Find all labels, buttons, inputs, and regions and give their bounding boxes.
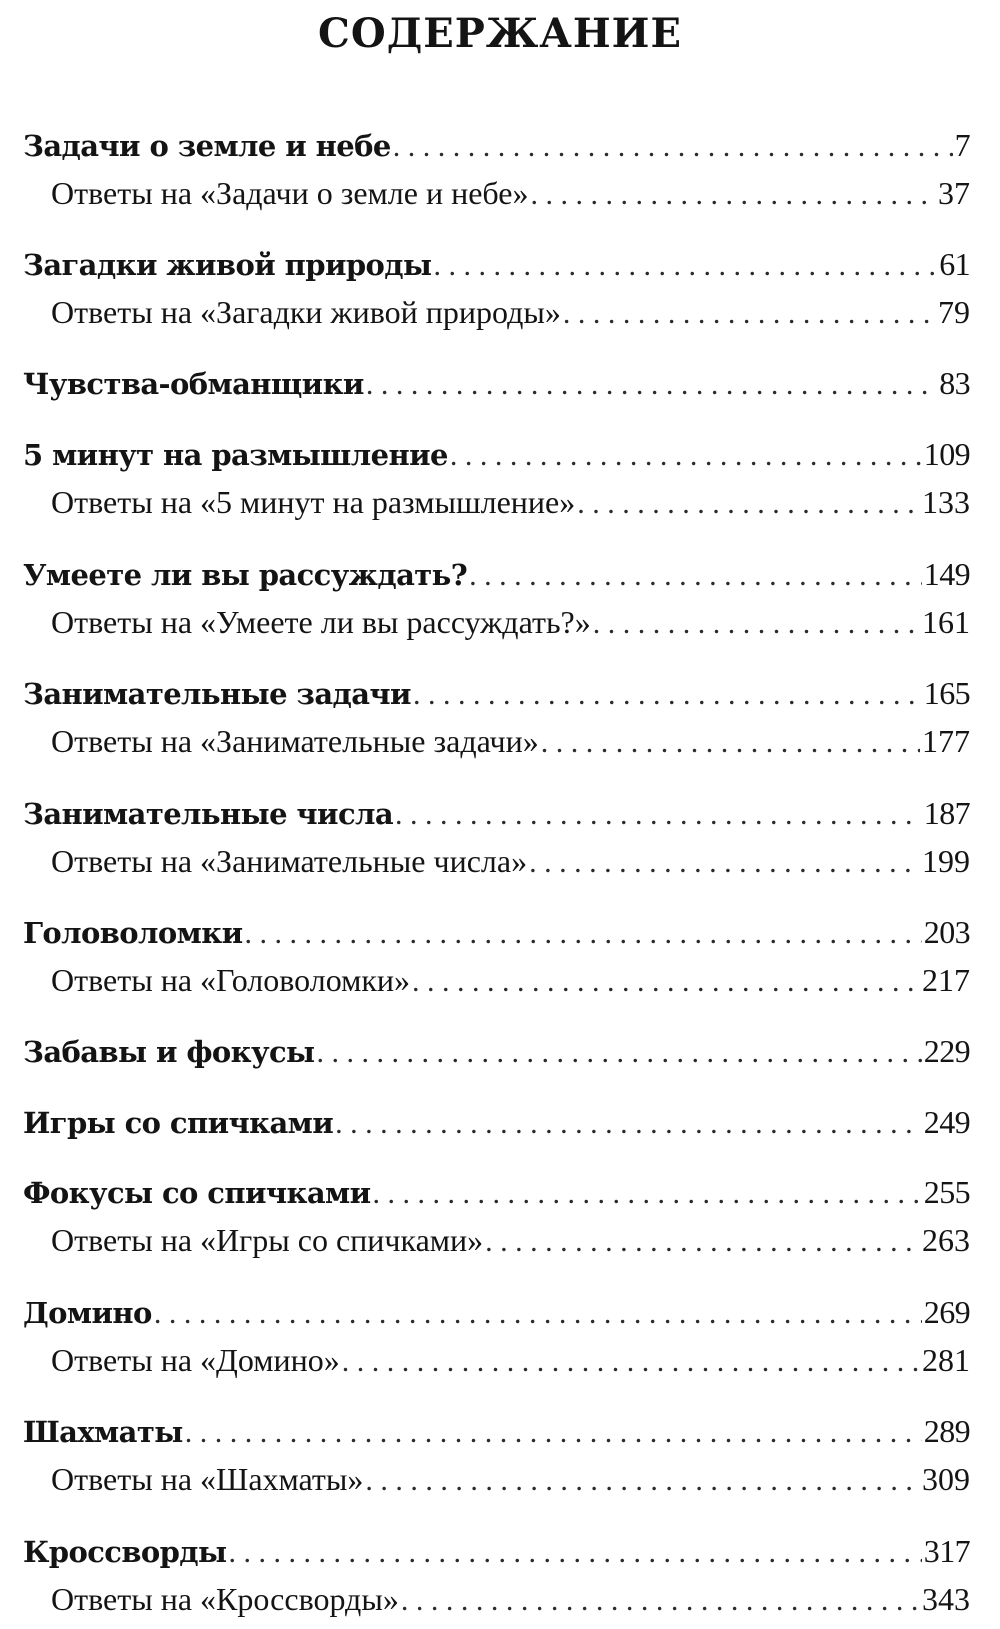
toc-entry-title: Кроссворды [23, 1535, 227, 1569]
toc-entry-title: 5 минут на размышление [23, 438, 448, 472]
toc-page-number: 263 [922, 1222, 970, 1258]
toc-entry-title: Игры со спичками [23, 1106, 334, 1140]
dot-leader [335, 1101, 922, 1147]
dot-leader [393, 124, 953, 170]
dot-leader [593, 601, 920, 647]
toc-page-number: 343 [922, 1581, 970, 1617]
toc-entry-main[interactable] [23, 241, 970, 287]
toc-entry-main[interactable] [23, 909, 970, 955]
dot-leader [244, 911, 921, 957]
toc-entry-title: Ответы на «Головоломки» [51, 962, 411, 998]
dot-leader [342, 1339, 920, 1385]
dot-leader [401, 1578, 920, 1624]
page-title: СОДЕРЖАНИЕ [318, 10, 682, 57]
toc-entry-main[interactable] [23, 1289, 970, 1335]
toc-page-number: 199 [922, 843, 970, 879]
toc-entry-title: Ответы на «Домино» [51, 1342, 340, 1378]
dot-leader [412, 959, 920, 1005]
toc-page-number: 149 [923, 556, 970, 592]
toc-page-number: 7 [954, 127, 970, 163]
toc-page-number: 161 [922, 604, 970, 640]
toc-page-number: 61 [939, 246, 970, 282]
toc-entry-main[interactable] [23, 1028, 970, 1074]
dot-leader [563, 291, 936, 337]
toc-entry-title: Занимательные задачи [23, 677, 411, 711]
toc-entry-answers[interactable] [51, 479, 970, 525]
toc-entry-title: Ответы на «Задачи о земле и небе» [51, 175, 529, 211]
toc-entry-answers[interactable] [51, 599, 970, 645]
toc-page-number: 79 [938, 294, 970, 330]
toc-page-number: 37 [938, 175, 970, 211]
toc-entry-main[interactable] [23, 551, 970, 597]
toc-entry-answers[interactable] [51, 1217, 970, 1263]
toc-entry-title: Ответы на «Занимательные числа» [51, 843, 528, 879]
toc-page-number: 177 [922, 723, 970, 759]
toc-entry-title: Ответы на «Загадки живой природы» [51, 294, 561, 330]
dot-leader [317, 1030, 922, 1076]
dot-leader [530, 172, 936, 218]
toc-page-number: 249 [923, 1104, 970, 1140]
dot-leader [529, 840, 920, 886]
toc-entry-title: Ответы на «Игры со спичками» [51, 1222, 484, 1258]
toc-entry-title: Чувства-обманщики [23, 367, 364, 401]
dot-leader [154, 1291, 922, 1337]
toc-entry-title: Шахматы [23, 1415, 183, 1449]
dot-leader [541, 720, 920, 766]
dot-leader [577, 481, 920, 527]
toc-page-number: 165 [923, 675, 970, 711]
toc-page-number: 109 [923, 436, 970, 472]
toc-page-number: 269 [923, 1294, 970, 1330]
toc-entry-answers[interactable] [51, 718, 970, 764]
toc-entry-title: Фокусы со спичками [23, 1176, 371, 1210]
toc-entry-title: Забавы и фокусы [23, 1035, 315, 1069]
toc-entry-title: Домино [23, 1296, 152, 1330]
toc-entry-main[interactable] [23, 122, 970, 168]
toc-entry-title: Ответы на «Занимательные задачи» [51, 723, 539, 759]
dot-leader [433, 243, 937, 289]
toc-entry-title: Ответы на «5 минут на размышление» [51, 484, 576, 520]
toc-page-number: 309 [922, 1461, 970, 1497]
toc-page-number: 229 [923, 1033, 970, 1069]
dot-leader [485, 1219, 920, 1265]
dot-leader [450, 433, 922, 479]
toc-page-number: 217 [922, 962, 970, 998]
toc-entry-title: Ответы на «Кроссворды» [51, 1581, 399, 1617]
dot-leader [413, 672, 922, 718]
toc-entry-title: Задачи о земле и небе [23, 129, 391, 163]
toc-entry-answers[interactable] [51, 838, 970, 884]
dot-leader [185, 1410, 922, 1456]
toc-entry-answers[interactable] [51, 1576, 970, 1622]
toc-page-number: 203 [923, 914, 970, 950]
toc-entry-main[interactable] [23, 670, 970, 716]
toc-entry-answers[interactable] [51, 289, 970, 335]
toc-entry-main[interactable] [23, 790, 970, 836]
toc-page-number: 281 [922, 1342, 970, 1378]
toc-entry-title: Головоломки [23, 916, 243, 950]
dot-leader [366, 362, 937, 408]
dot-leader [469, 553, 922, 599]
toc-entry-title: Ответы на «Шахматы» [51, 1461, 364, 1497]
toc-entry-title: Занимательные числа [23, 797, 394, 831]
toc-page-number: 289 [923, 1413, 970, 1449]
dot-leader [229, 1530, 922, 1576]
toc-entry-main[interactable] [23, 1528, 970, 1574]
dot-leader [365, 1458, 920, 1504]
toc-entry-main[interactable] [23, 431, 970, 477]
toc-entry-answers[interactable] [51, 957, 970, 1003]
toc-entry-main[interactable] [23, 1169, 970, 1215]
toc-entry-main[interactable] [23, 1099, 970, 1145]
toc-entry-main[interactable] [23, 360, 970, 406]
toc-entry-answers[interactable] [51, 170, 970, 216]
dot-leader [373, 1171, 922, 1217]
dot-leader [395, 792, 922, 838]
toc-entry-title: Загадки живой природы [23, 248, 432, 282]
toc-entry-title: Ответы на «Умеете ли вы рассуждать?» [51, 604, 591, 640]
toc-entry-answers[interactable] [51, 1456, 970, 1502]
toc-entry-main[interactable] [23, 1408, 970, 1454]
toc-entry-title: Умеете ли вы рассуждать? [23, 558, 468, 592]
toc-entry-answers[interactable] [51, 1337, 970, 1383]
toc-page-number: 83 [939, 365, 970, 401]
toc-page-number: 187 [923, 795, 970, 831]
toc-page-number: 317 [923, 1533, 970, 1569]
toc-page-number: 255 [923, 1174, 970, 1210]
toc-page-number: 133 [922, 484, 970, 520]
